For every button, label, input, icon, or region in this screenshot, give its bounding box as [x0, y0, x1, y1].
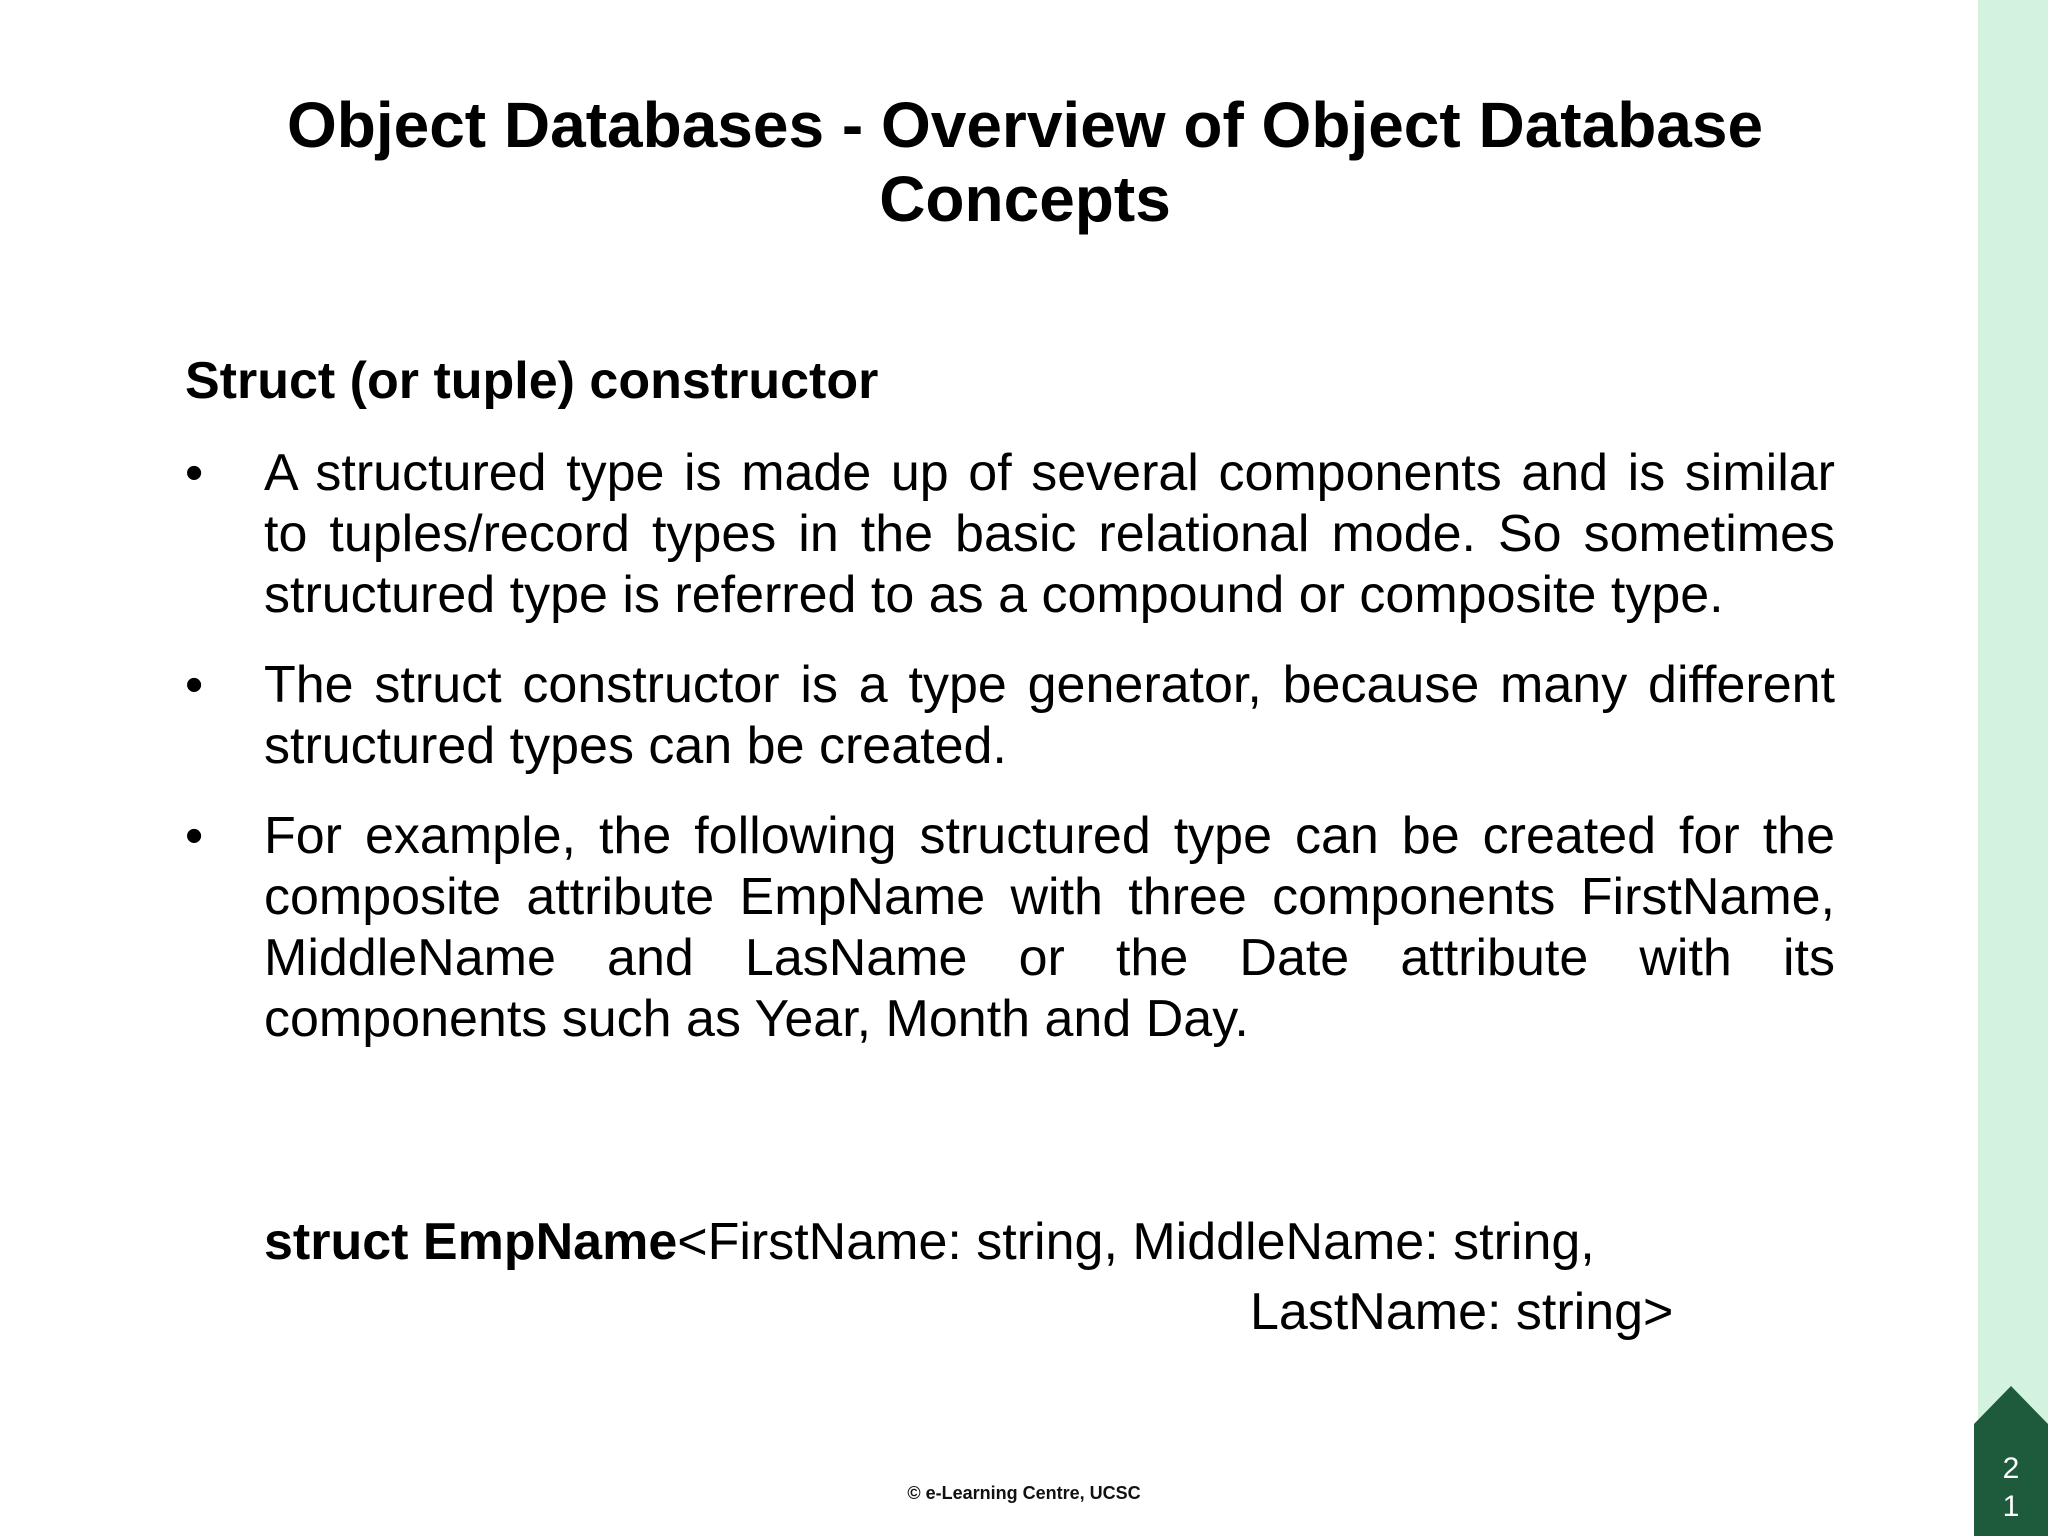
bullet-dot: •: [185, 807, 204, 865]
struct-definition-line-1: [264, 1211, 1595, 1273]
struct-fields: <FirstName: string, MiddleName: string,: [677, 1213, 1595, 1271]
bullet-text: A structured type is made up of several components and is similar to tuples/record types in the basic relational mode. So sometimes structured type is referred to as a compound or composite type.: [264, 444, 1835, 624]
footer-copyright: © e-Learning Centre, UCSC: [907, 1483, 1141, 1503]
page-number-badge: [1974, 1386, 2048, 1536]
bullet-item: [185, 443, 1835, 626]
bullet-dot: •: [185, 444, 204, 502]
bullet-item: [185, 655, 1835, 777]
bullet-dot: •: [185, 656, 204, 714]
bullet-text: The struct constructor is a type generator, because many different structured types can be created.: [264, 656, 1835, 775]
bullet-text: For example, the following structured type can be created for the composite attribute EmpName with three components FirstName, MiddleName and LasName or the Date attribute with its components such as Year, Month and Day.: [264, 807, 1835, 1048]
struct-definition-line-2: LastName: string>: [1250, 1283, 1674, 1341]
slide-title: Object Databases - Overview of Object Database Concepts: [286, 89, 1764, 235]
bullet-list: [185, 443, 1835, 1079]
section-heading: Struct (or tuple) constructor: [185, 352, 879, 410]
page-number-digit: 1: [2002, 1490, 2020, 1523]
page-number-digit: 2: [2002, 1452, 2020, 1485]
side-band: [1978, 0, 2048, 1536]
bullet-item: [185, 806, 1835, 1050]
page-number: [1974, 1450, 2048, 1526]
struct-keyword: struct EmpName: [264, 1213, 678, 1271]
